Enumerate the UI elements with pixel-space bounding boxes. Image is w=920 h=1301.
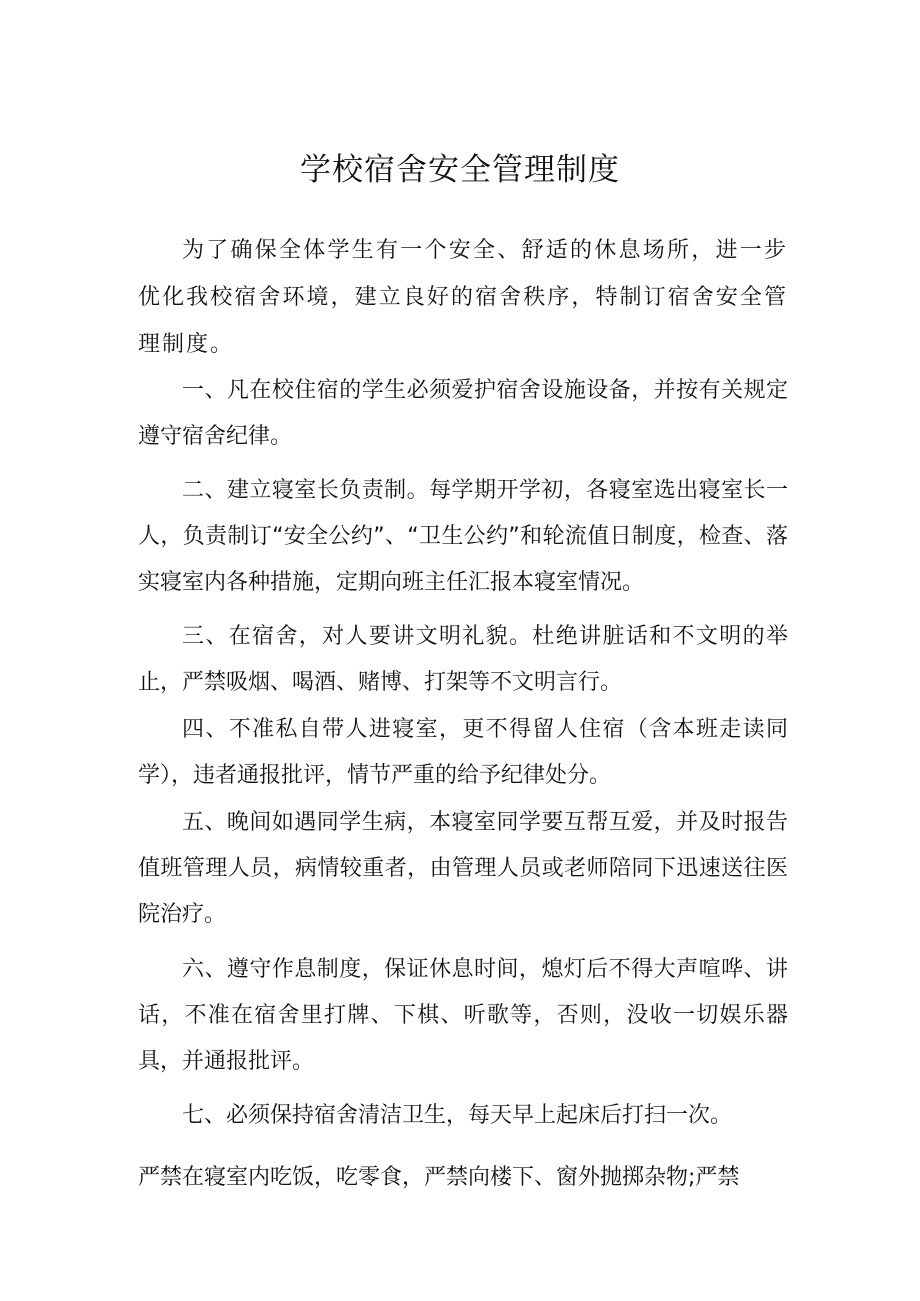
rule-3: 三、在宿舍，对人要讲文明礼貌。杜绝讲脏话和不文明的举止，严禁吸烟、喝酒、赌博、打架等不文明言行。 [138,624,788,695]
rule-4: 四、不准私自带人进寝室，更不得留人住宿（含本班走读同学），违者通报批评，情节严重的给予纪律处分。 [138,717,788,788]
continuation-line: 严禁在寝室内吃饭，吃零食，严禁向楼下、窗外抛掷杂物;严禁 [138,1165,740,1190]
rule-1: 一、凡在校住宿的学生必须爱护宿舍设施设备，并按有关规定遵守宿舍纪律。 [138,378,788,449]
rule-6: 六、遵守作息制度，保证休息时间，熄灯后不得大声喧哗、讲话，不准在宿舍里打牌、下棋、听歌等，否则，没收一切娱乐器具，并通报批评。 [138,957,788,1074]
rule-2: 二、建立寝室长负责制。每学期开学初，各寝室选出寝室长一人，负责制订“安全公约”、“卫生公约”和轮流值日制度，检查、落实寝室内各种措施，定期向班主任汇报本寝室情况。 [138,478,788,595]
rule-7: 七、必须保持宿舍清洁卫生，每天早上起床后打扫一次。 [182,1103,733,1128]
rule-5: 五、晚间如遇同学生病，本寝室同学要互帮互爱，并及时报告值班管理人员，病情较重者，由管理人员或老师陪同下迅速送往医院治疗。 [138,810,788,927]
intro-paragraph: 为了确保全体学生有一个安全、舒适的休息场所，进一步优化我校宿舍环境，建立良好的宿舍秩序，特制订宿舍安全管理制度。 [138,238,788,357]
document-title: 学校宿舍安全管理制度 [300,152,620,188]
